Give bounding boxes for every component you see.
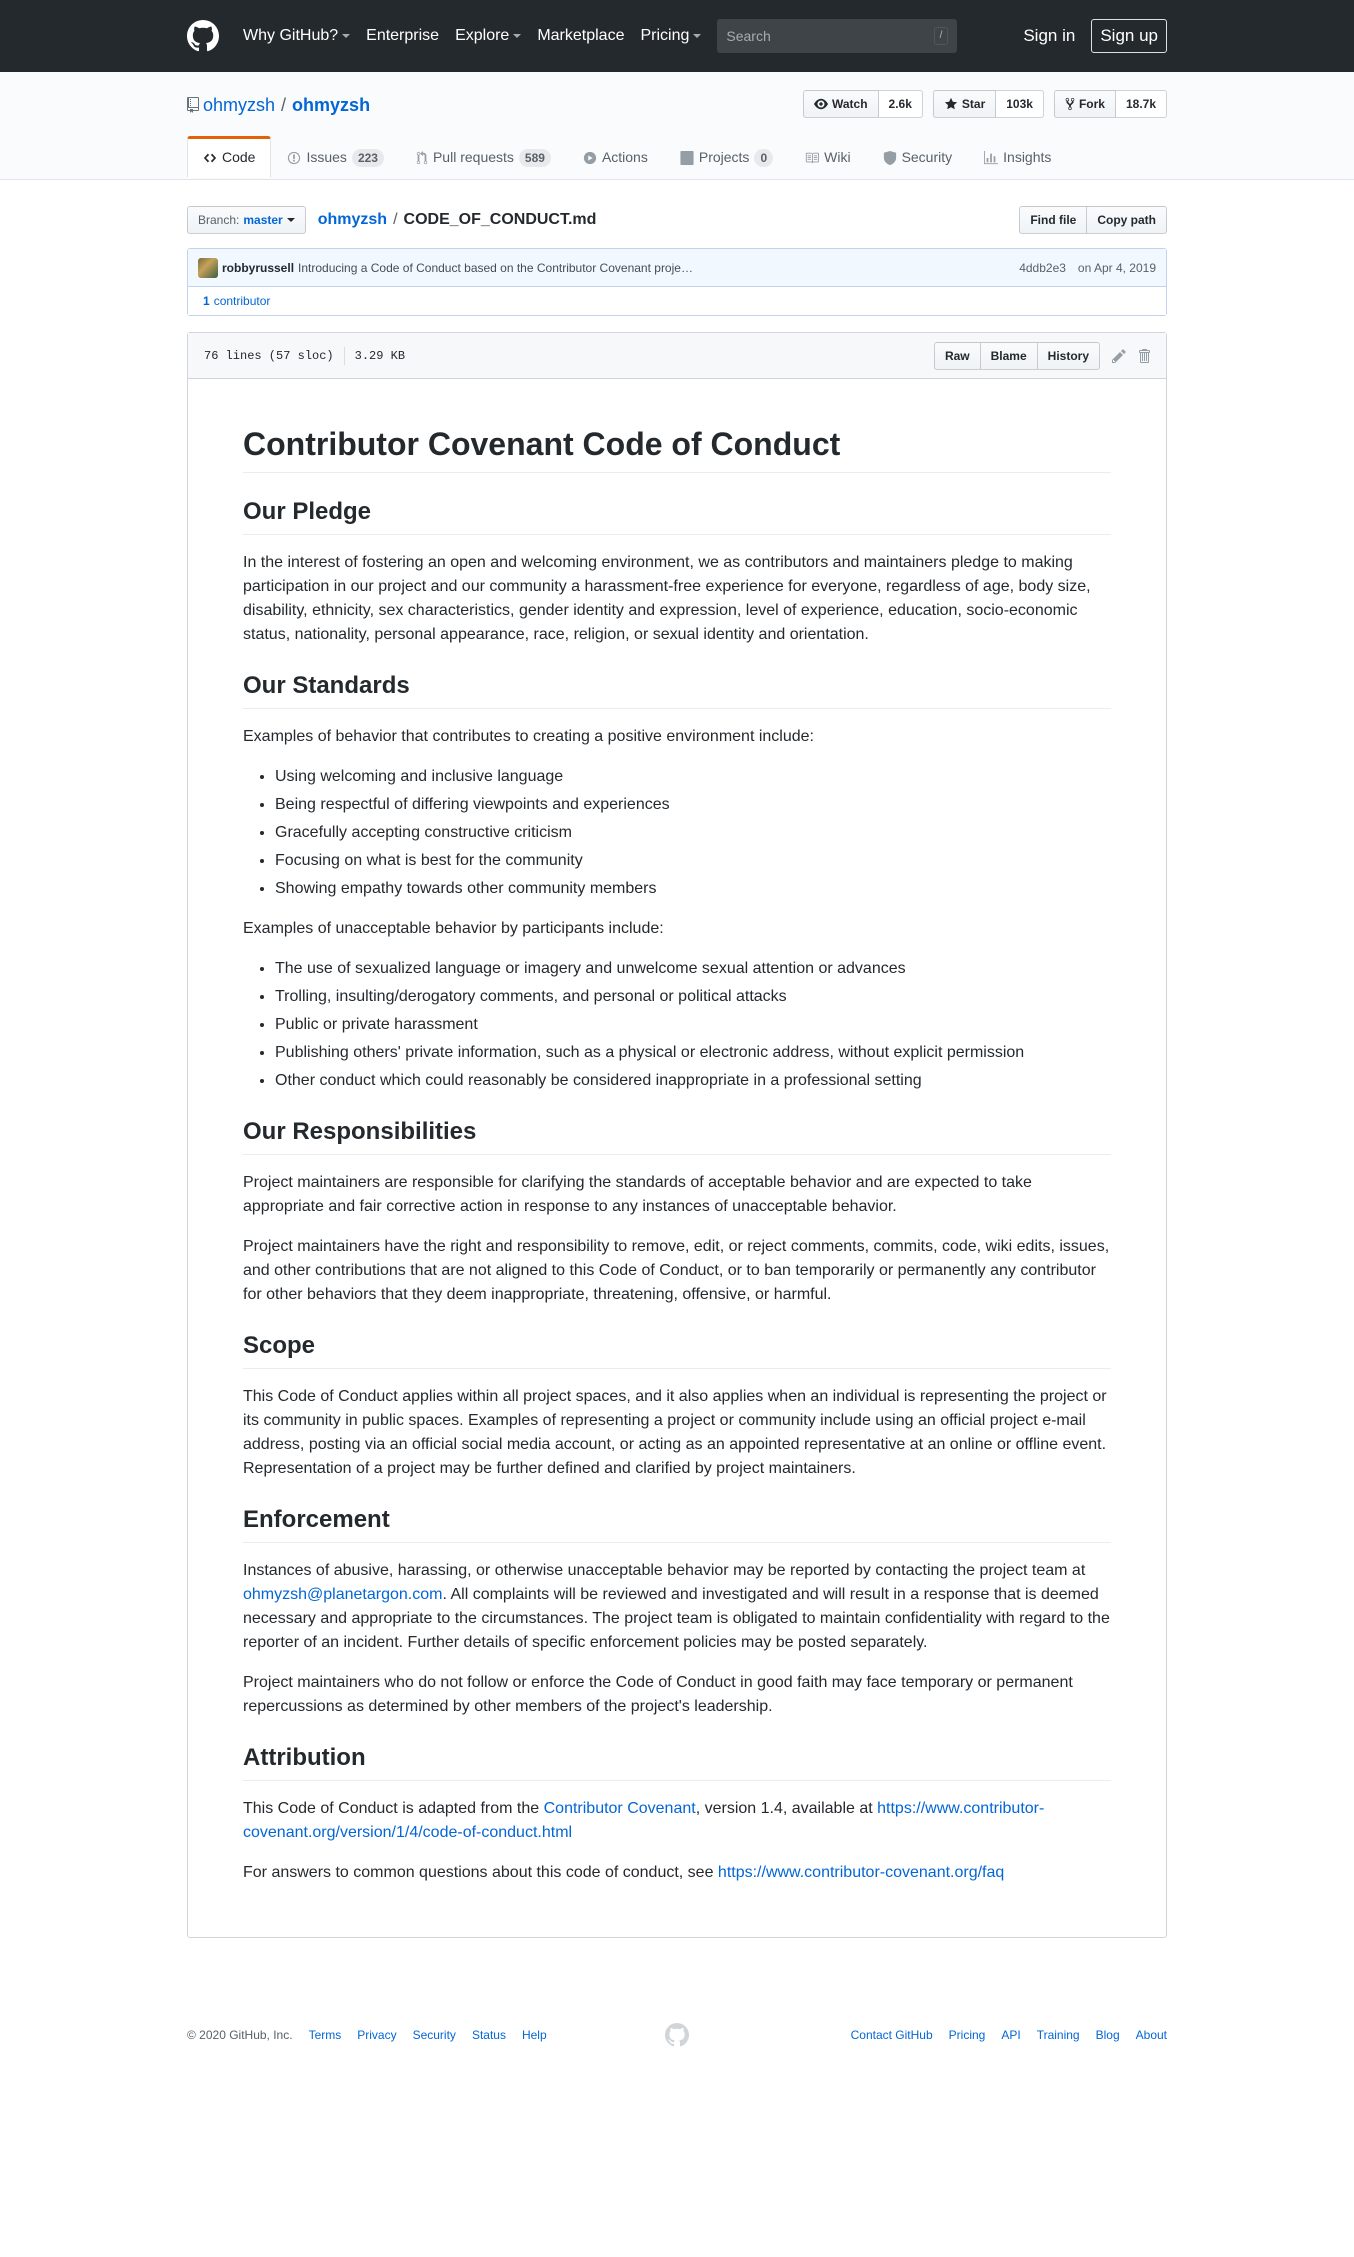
fork-action [1054,90,1167,118]
doc-title: Contributor Covenant Code of Conduct [243,424,1111,473]
signup-button[interactable]: Sign up [1091,19,1167,53]
projects-counter: 0 [754,149,773,167]
responsibilities-paragraph-1: Project maintainers are responsible for clarifying the standards of acceptable behavior and are expected to take appropriate and fair corrective action in response to any instances of unacceptable behavior. [243,1174,1032,1215]
issue-opened-icon [287,151,301,165]
commit-date: on Apr 4, 2019 [1077,260,1156,275]
responsibilities-paragraph-2: Project maintainers have the right and responsibility to remove, edit, or reject comments, commits, code, wiki edits, issues, and other contributions that are not aligned to this Code of Conduct, or to ban temporarily or permanently any contributor for other behaviors that they deem inappropriate, threatening, offensive, or harmful. [243,1238,1110,1303]
watch-action [803,90,923,118]
tab-actions-label: Actions [601,149,648,165]
nav-marketplace-label: Marketplace [537,27,625,44]
footer-api-link[interactable]: API [1001,2028,1021,2042]
file-info-divider [344,347,345,365]
find-file-button[interactable]: Find file [1019,206,1087,234]
tab-insights-label: Insights [1003,149,1052,165]
file-box [187,332,1167,1938]
raw-button[interactable]: Raw [934,342,981,370]
readme-markdown [188,379,1166,1937]
star-action [933,90,1044,118]
enforcement-paragraph-2: Project maintainers who do not follow or enforce the Code of Conduct in good faith may face temporary or permanent repercussions as determined by other members of the project's leadership. [243,1674,1073,1715]
contributors-count: 1 [203,294,210,308]
chevron-down-icon [693,34,701,38]
breadcrumb-separator: / [393,211,398,228]
header-nav [243,24,717,48]
heading-enforcement: Enforcement [243,1505,1111,1543]
star-button[interactable] [933,90,996,118]
tab-code-label: Code [222,149,256,165]
nav-marketplace[interactable] [537,24,624,48]
nav-explore-label: Explore [455,27,510,44]
search-box[interactable] [717,19,957,53]
list-item: • Public or private harassment [275,1013,1111,1037]
breadcrumb-root-link[interactable]: ohmyzsh [317,211,388,228]
shield-icon [883,151,897,165]
list-item: • Publishing others' private information, such as a physical or electronic address, without explicit permission [275,1041,1111,1065]
star-icon [944,97,958,111]
tab-pull-requests[interactable] [400,136,567,178]
book-icon [805,151,819,165]
history-button[interactable]: History [1038,342,1100,370]
tab-projects-label: Projects [698,149,750,165]
footer-contact-link[interactable]: Contact GitHub [850,2028,933,2042]
code-icon [203,151,217,165]
nav-why-github-label: Why GitHub? [243,27,339,44]
heading-attribution: Attribution [243,1743,1111,1781]
fork-button[interactable] [1054,90,1116,118]
git-pull-request-icon [416,151,428,165]
tab-issues-label: Issues [306,149,347,165]
repo-owner-link[interactable]: ohmyzsh [203,94,276,115]
branch-name: master [243,213,283,227]
list-item: • Showing empathy towards other community members [275,877,1111,901]
attribution-text-b: , version 1.4, available at [695,1800,878,1817]
attribution-paragraph-1 [243,1797,1111,1845]
fork-label: Fork [1078,97,1105,111]
nav-enterprise[interactable] [366,24,439,48]
negative-behavior-list [243,957,1111,1093]
enforcement-paragraph-1 [243,1559,1111,1655]
watch-count[interactable]: 2.6k [879,90,923,118]
eye-icon [814,97,828,111]
footer-training-link[interactable]: Training [1036,2028,1080,2042]
tab-actions[interactable] [567,136,664,178]
nav-why-github[interactable] [243,24,350,48]
nav-pricing[interactable] [640,24,701,48]
project-icon [680,151,694,165]
breadcrumb-filename: CODE_OF_CONDUCT.md [403,211,597,228]
footer-about-link[interactable]: About [1135,2028,1167,2042]
site-header [0,0,1354,72]
avatar[interactable] [198,258,218,278]
covenant-faq-link[interactable]: https://www.contributor-covenant.org/faq [717,1864,1005,1881]
issues-counter: 223 [352,149,384,167]
main-content [187,206,1167,2044]
pull-requests-counter: 589 [519,149,551,167]
repo-name-link[interactable]: ohmyzsh [292,94,371,115]
branch-label: Branch: [198,213,240,227]
file-info [204,347,405,365]
standards-intro-negative: Examples of unacceptable behavior by participants include: [243,920,664,937]
nav-pricing-label: Pricing [640,27,690,44]
chevron-down-icon [342,34,350,38]
footer-privacy-link[interactable]: Privacy [357,2028,397,2042]
chevron-down-icon [513,34,521,38]
positive-behavior-list [243,765,1111,901]
nav-enterprise-label: Enterprise [366,27,440,44]
signin-link[interactable]: Sign in [1023,26,1076,46]
scope-paragraph: This Code of Conduct applies within all project spaces, and it also applies when an individual is representing the project or its community in public spaces. Examples of representing a project or community include using an official project e-mail address, posting via an official social media account, or acting as an appointed representative at an online or offline event. Representation of a project may be further defined and clarified by project maintainers. [243,1388,1107,1477]
repo-icon [187,97,199,113]
file-lines: 76 lines (57 sloc) [204,348,334,363]
tab-pull-requests-label: Pull requests [432,149,514,165]
tab-insights[interactable] [968,136,1067,178]
repo-header [0,72,1354,180]
contributors-label: contributor [213,294,271,308]
file-navigation [187,206,1167,234]
enforcement-email-link[interactable]: ohmyzsh@planetargon.com [243,1586,443,1603]
file-actions [934,342,1150,370]
commit-message-link[interactable]: Introducing a Code of Conduct based on the Contributor Covenant proje… [298,260,693,275]
breadcrumb [318,208,597,232]
footer-security-link[interactable]: Security [412,2028,456,2042]
fork-count[interactable]: 18.7k [1116,90,1167,118]
star-count[interactable]: 103k [996,90,1044,118]
commit-tease-box [187,248,1167,316]
standards-intro-positive: Examples of behavior that contributes to creating a positive environment include: [243,728,814,745]
list-item: • Using welcoming and inclusive language [275,765,1111,789]
attribution-faq-text: For answers to common questions about this code of conduct, see [243,1864,718,1881]
graph-icon [984,151,998,165]
blame-button[interactable]: Blame [981,342,1038,370]
tab-projects[interactable] [664,136,789,178]
contributors-row [188,287,1166,315]
repo-actions [793,90,1167,118]
heading-our-pledge: Our Pledge [243,497,1111,535]
trash-icon[interactable] [1138,348,1150,364]
enforcement-text-b: . All complaints will be reviewed and investigated and will result in a response that is deemed necessary and appropriate to the circumstances. The project team is obligated to maintain confidentiality with regard to the reporter of an incident. Further details of specific enforcement policies may be posted separately. [243,1586,1110,1651]
play-icon [583,151,597,165]
watch-label: Watch [831,97,868,111]
repo-title-separator: / [281,94,287,115]
heading-scope: Scope [243,1331,1111,1369]
commit-sha-link[interactable]: 4ddb2e3 [1019,260,1066,275]
footer-status-link[interactable]: Status [471,2028,506,2042]
heading-our-standards: Our Standards [243,671,1111,709]
file-size: 3.29 KB [354,348,406,363]
footer-pricing-link[interactable]: Pricing [948,2028,986,2042]
site-footer [187,1986,1167,2044]
contributors-link[interactable] [203,292,270,310]
chevron-down-icon [287,218,295,222]
attribution-text-a: This Code of Conduct is adapted from the [243,1800,544,1817]
search-input[interactable] [726,28,933,44]
tab-security[interactable] [867,136,969,178]
list-item: • Gracefully accepting constructive criticism [275,821,1111,845]
list-item: • Other conduct which could reasonably be considered inappropriate in a professional setting [275,1069,1111,1093]
file-header [188,333,1166,379]
github-logo-icon[interactable] [187,20,219,52]
footer-help-link[interactable]: Help [521,2028,547,2042]
branch-select-button[interactable] [187,206,306,234]
list-item: • Trolling, insulting/derogatory comments, and personal or political attacks [275,985,1111,1009]
latest-commit [188,249,1166,287]
repo-nav [187,136,1067,178]
copy-path-button[interactable]: Copy path [1087,206,1167,234]
github-mark-icon[interactable] [665,2023,689,2047]
heading-our-responsibilities: Our Responsibilities [243,1117,1111,1155]
tab-issues[interactable] [271,136,400,178]
list-item: • Being respectful of differing viewpoints and experiences [275,793,1111,817]
pledge-paragraph: In the interest of fostering an open and welcoming environment, we as contributors and maintainers pledge to making participation in our project and our community a harassment-free experience for everyone, regardless of age, body size, disability, ethnicity, sex characteristics, gender identity and expression, level of experience, education, socio-economic status, nationality, personal appearance, race, religion, or sexual identity and orientation. [243,554,1091,643]
commit-meta [1019,259,1156,277]
footer-blog-link[interactable]: Blog [1095,2028,1120,2042]
contributor-covenant-link[interactable]: Contributor Covenant [543,1800,696,1817]
attribution-paragraph-2 [243,1861,1111,1885]
star-label: Star [961,97,986,111]
covenant-version-link[interactable]: https://www.contributor-covenant.org/version/1/4/code-of-conduct.html [243,1800,1045,1841]
footer-right [835,2026,1167,2044]
footer-terms-link[interactable]: Terms [308,2028,342,2042]
nav-explore[interactable] [455,24,521,48]
search-shortcut-key: / [934,27,949,45]
commit-author-link[interactable]: robbyrussell [222,260,295,275]
header-auth [1023,19,1167,53]
tab-wiki[interactable] [789,136,866,178]
list-item: • Focusing on what is best for the community [275,849,1111,873]
footer-copyright: © 2020 GitHub, Inc. [187,2028,293,2042]
file-nav-buttons [1019,206,1167,234]
footer-left [187,2026,547,2044]
tab-wiki-label: Wiki [824,149,851,165]
tab-code[interactable] [187,136,271,178]
fork-icon [1065,97,1075,111]
enforcement-text-a: Instances of abusive, harassing, or otherwise unacceptable behavior may be reported by contacting the project team at [243,1562,1086,1579]
pencil-icon[interactable] [1112,348,1126,364]
list-item: • The use of sexualized language or imagery and unwelcome sexual attention or advances [275,957,1111,981]
tab-security-label: Security [901,149,953,165]
watch-button[interactable] [803,90,879,118]
